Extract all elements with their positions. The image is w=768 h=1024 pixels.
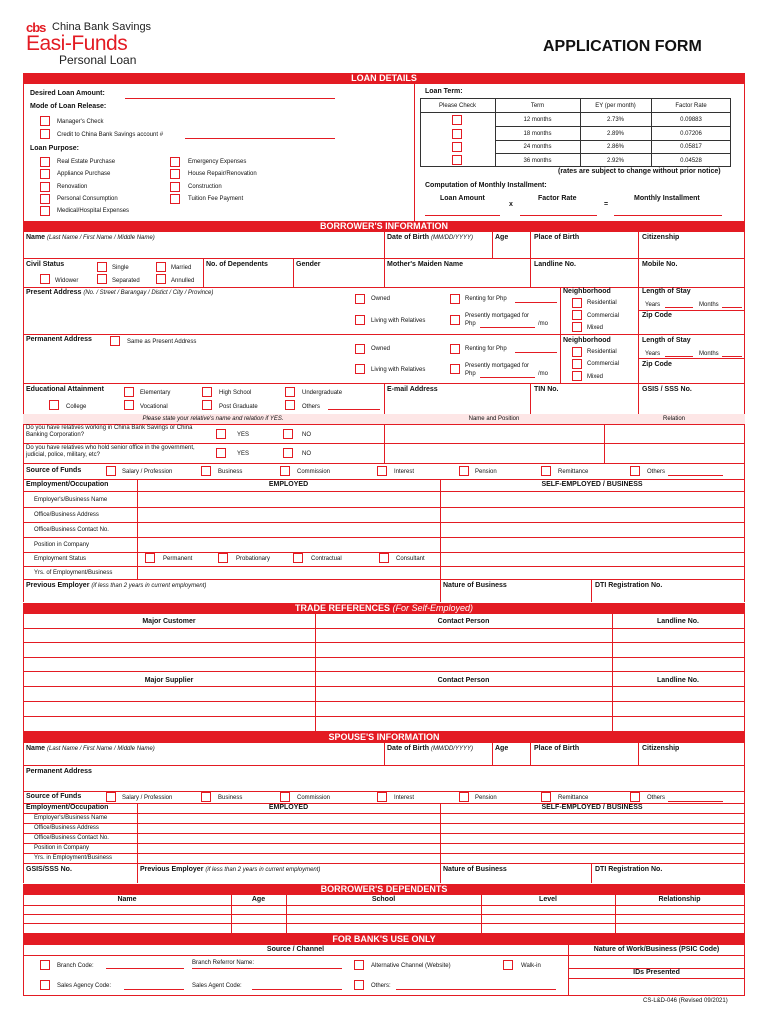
purpose-checkbox[interactable] <box>40 206 50 216</box>
length-stay-label: Length of Stay <box>642 337 691 344</box>
years-label: Years <box>645 351 661 357</box>
commercial-label: Commercial <box>587 313 620 319</box>
commercial-checkbox[interactable] <box>572 310 582 320</box>
present-owned-checkbox[interactable] <box>355 294 365 304</box>
spouse-source-checkbox[interactable] <box>377 792 387 802</box>
source-label: Commission <box>297 469 331 475</box>
sales-agency-checkbox[interactable] <box>40 980 50 990</box>
commercial-label: Commercial <box>587 361 620 367</box>
yes-label: YES <box>237 451 250 457</box>
source-checkbox[interactable] <box>459 466 469 476</box>
perm-owned-checkbox[interactable] <box>355 344 365 354</box>
landline-header: Landline No. <box>657 618 699 625</box>
single-label: Single <box>112 265 129 271</box>
self-employed-header: SELF-EMPLOYED / BUSINESS <box>541 481 643 488</box>
mixed-checkbox[interactable] <box>572 371 582 381</box>
permanent-address-label: Permanent Address <box>26 336 92 343</box>
present-relatives-checkbox[interactable] <box>355 315 365 325</box>
spouse-source-label: Source of Funds <box>26 793 82 800</box>
purpose-label: House Repair/Renovation <box>188 171 257 177</box>
walk-in-label: Walk-in <box>521 963 541 969</box>
spouse-pob-label: Place of Birth <box>534 745 580 752</box>
zip-label: Zip Code <box>642 312 672 319</box>
purpose-label: Tuition Fee Payment <box>188 196 244 202</box>
term-value: 36 months <box>523 158 552 164</box>
logo-subproduct: Personal Loan <box>59 53 137 67</box>
dependents-header: Age <box>251 896 266 903</box>
mixed-label: Mixed <box>587 374 604 380</box>
residential-checkbox[interactable] <box>572 298 582 308</box>
spouse-emp-row-label: Employer's/Business Name <box>34 815 108 821</box>
mortgaged-label: Presently mortgaged for <box>465 363 530 369</box>
form-title: APPLICATION FORM <box>543 38 702 55</box>
edu-others-label: Others <box>302 404 321 410</box>
spouse-self-employed-header: SELF-EMPLOYED / BUSINESS <box>541 804 643 811</box>
term-value: 24 months <box>523 144 552 150</box>
same-address-label: Same as Present Address <box>127 339 197 345</box>
term-ey: 2.89% <box>606 131 624 137</box>
gender-label: Gender <box>296 261 321 268</box>
logo-bank-name: China Bank Savings <box>52 21 152 33</box>
single-checkbox[interactable] <box>97 262 107 272</box>
emp-status-label: Contractual <box>311 556 342 562</box>
sales-agent-label: Sales Agent Code: <box>192 983 242 989</box>
source-label: Remittance <box>558 795 589 801</box>
spouse-source-checkbox[interactable] <box>630 792 640 802</box>
dti-label: DTI Registration No. <box>595 582 663 589</box>
residential-label: Residential <box>587 349 617 355</box>
term-factor: 0.05817 <box>680 144 702 150</box>
purpose-label: Personal Consumption <box>57 196 118 202</box>
postgrad-checkbox[interactable] <box>202 400 212 410</box>
residential-checkbox[interactable] <box>572 347 582 357</box>
relation-header: Relation <box>662 416 685 422</box>
spouse-employed-header: EMPLOYED <box>268 804 309 811</box>
term-checkbox[interactable] <box>452 142 462 152</box>
rel-q2: Do you have relatives who hold senior office in the government, judicial, police, military, etc? <box>26 445 195 458</box>
section-borrower: BORROWER'S INFORMATION <box>23 221 745 232</box>
prev-employer-label: Previous Employer (if less than 2 years in current employment) <box>26 582 207 589</box>
relatives-label: Living with Relatives <box>371 318 426 324</box>
mixed-label: Mixed <box>587 325 604 331</box>
emp-row-label: Yrs. of Employment/Business <box>34 570 113 576</box>
spouse-emp-row-label: Office/Business Contact No. <box>34 835 109 841</box>
comp-amount-label: Loan Amount <box>440 195 485 202</box>
sales-agency-label: Sales Agency Code: <box>57 983 112 989</box>
comp-factor-input[interactable] <box>520 215 597 216</box>
credit-account-input[interactable] <box>185 138 335 139</box>
term-header: Term <box>530 103 545 109</box>
emp-status-checkbox[interactable] <box>218 553 228 563</box>
source-checkbox[interactable] <box>106 466 116 476</box>
purpose-checkbox[interactable] <box>40 182 50 192</box>
gsis-label: GSIS / SSS No. <box>642 386 692 393</box>
emp-row-label: Employment Status <box>34 556 87 562</box>
contact-person-header: Contact Person <box>437 677 490 684</box>
elementary-label: Elementary <box>140 390 171 396</box>
managers-check-label: Manager's Check <box>57 119 104 125</box>
separated-checkbox[interactable] <box>97 274 107 284</box>
comp-monthly-label: Monthly Installment <box>634 195 700 202</box>
dependents-header: Level <box>539 896 557 903</box>
spouse-citizenship-label: Citizenship <box>642 745 680 752</box>
borrower-name-label: Name (Last Name / First Name / Middle Name) <box>26 234 155 241</box>
psic-header: Nature of Work/Business (PSIC Code) <box>593 946 720 953</box>
spouse-gsis-label: GSIS/SSS No. <box>26 866 72 873</box>
name-position-header: Name and Position <box>468 416 520 422</box>
purpose-checkbox[interactable] <box>170 157 180 167</box>
spouse-source-checkbox[interactable] <box>201 792 211 802</box>
section-bank-use: FOR BANK'S USE ONLY <box>23 934 745 945</box>
months-label: Months <box>699 302 719 308</box>
rel-q2-no-checkbox[interactable] <box>283 448 293 458</box>
present-mortgaged-checkbox[interactable] <box>450 315 460 325</box>
credit-account-label: Credit to China Bank Savings account # <box>57 132 164 138</box>
spouse-nature-label: Nature of Business <box>443 866 507 873</box>
term-ey: 2.86% <box>606 144 624 150</box>
married-checkbox[interactable] <box>156 262 166 272</box>
spouse-emp-row-label: Position in Company <box>34 845 90 851</box>
emp-status-checkbox[interactable] <box>145 553 155 563</box>
source-checkbox[interactable] <box>201 466 211 476</box>
section-loan-details: LOAN DETAILS <box>23 73 745 84</box>
alt-channel-label: Alternative Channel (Website) <box>371 963 451 969</box>
term-checkbox[interactable] <box>452 155 462 165</box>
desired-amount-label: Desired Loan Amount: <box>30 90 105 97</box>
comp-amount-input[interactable] <box>425 215 500 216</box>
source-label: Commission <box>297 795 331 801</box>
term-header: Factor Rate <box>675 103 707 109</box>
borrower-citizenship-label: Citizenship <box>642 234 680 241</box>
source-label: Pension <box>475 795 497 801</box>
emp-status-checkbox[interactable] <box>293 553 303 563</box>
source-label: Others <box>647 795 666 801</box>
logo <box>26 20 196 70</box>
source-channel-header: Source / Channel <box>266 946 325 953</box>
purpose-label: Construction <box>188 184 222 190</box>
desired-amount-input[interactable] <box>125 98 335 99</box>
source-checkbox[interactable] <box>280 466 290 476</box>
tin-label: TIN No. <box>534 386 559 393</box>
emp-status-label: Probationary <box>236 556 271 562</box>
emp-row-label: Position in Company <box>34 542 90 548</box>
present-renting-checkbox[interactable] <box>450 294 460 304</box>
term-header: Please Check <box>438 103 477 109</box>
zip-label: Zip Code <box>642 361 672 368</box>
renting-label: Renting for Php <box>465 296 507 302</box>
mixed-checkbox[interactable] <box>572 322 582 332</box>
dependents-header: Name <box>117 896 137 903</box>
months-label: Months <box>699 351 719 357</box>
spouse-permanent-label: Permanent Address <box>26 768 92 775</box>
nature-business-label: Nature of Business <box>443 582 507 589</box>
employed-header: EMPLOYED <box>268 481 309 488</box>
spouse-prev-employer-label: Previous Employer (if less than 2 years in current employment) <box>140 866 321 873</box>
perm-relatives-checkbox[interactable] <box>355 364 365 374</box>
rel-q2-yes-checkbox[interactable] <box>216 448 226 458</box>
owned-label: Owned <box>371 346 391 352</box>
term-ey: 2.92% <box>606 158 624 164</box>
source-funds-label: Source of Funds <box>26 467 82 474</box>
section-trade-refs: TRADE REFERENCES (For Self-Employed) <box>23 603 745 614</box>
borrower-dob-label: Date of Birth (MM/DD/YYYY) <box>387 234 473 241</box>
vocational-label: Vocational <box>140 404 168 410</box>
php-label: Php <box>465 321 476 327</box>
loan-term-label: Loan Term: <box>425 88 463 95</box>
alt-channel-checkbox[interactable] <box>354 960 364 970</box>
spouse-dob-label: Date of Birth (MM/DD/YYYY) <box>387 745 473 752</box>
length-stay-label: Length of Stay <box>642 288 691 295</box>
spouse-source-checkbox[interactable] <box>280 792 290 802</box>
branch-referror-label: Branch Referror Name: <box>192 960 255 966</box>
college-checkbox[interactable] <box>49 400 59 410</box>
edu-others-checkbox[interactable] <box>285 400 295 410</box>
landline-header: Landline No. <box>657 677 699 684</box>
owned-label: Owned <box>371 296 391 302</box>
vocational-checkbox[interactable] <box>124 400 134 410</box>
section-spouse: SPOUSE'S INFORMATION <box>23 732 745 743</box>
spouse-source-checkbox[interactable] <box>106 792 116 802</box>
separated-label: Separated <box>112 278 140 284</box>
php-label: Php <box>465 371 476 377</box>
landline-label: Landline No. <box>534 261 576 268</box>
bank-others-checkbox[interactable] <box>354 980 364 990</box>
no-label: NO <box>302 432 311 438</box>
mother-maiden-label: Mother's Maiden Name <box>387 261 463 268</box>
major-customer-header: Major Customer <box>142 618 196 625</box>
same-address-checkbox[interactable] <box>110 336 120 346</box>
rel-q1: Do you have relatives working in China Bank Savings or China Banking Corporation? <box>26 425 193 438</box>
logo-mark: cbs <box>26 20 46 35</box>
relatives-note: Please state your relative's name and relation if YES. <box>142 416 284 422</box>
education-label: Educational Attainment <box>26 386 104 393</box>
term-factor: 0.04528 <box>680 158 702 164</box>
loan-purpose-label: Loan Purpose: <box>30 145 80 152</box>
years-label: Years <box>645 302 661 308</box>
employment-label: Employment/Occupation <box>26 481 109 488</box>
section-dependents: BORROWER'S DEPENDENTS <box>23 884 745 895</box>
per-month-label: /mo <box>538 321 549 327</box>
term-header: EY (per month) <box>595 103 636 109</box>
spouse-dti-label: DTI Registration No. <box>595 866 663 873</box>
branch-code-checkbox[interactable] <box>40 960 50 970</box>
civil-status-label: Civil Status <box>26 261 65 268</box>
bank-others-label: Others: <box>371 983 391 989</box>
branch-code-label: Branch Code: <box>57 963 94 969</box>
purpose-checkbox[interactable] <box>170 182 180 192</box>
comp-monthly-input[interactable] <box>614 215 722 216</box>
highschool-label: High School <box>219 390 252 396</box>
no-label: NO <box>302 451 311 457</box>
source-label: Business <box>218 469 243 475</box>
source-checkbox[interactable] <box>630 466 640 476</box>
comp-x: x <box>509 201 513 208</box>
perm-renting-checkbox[interactable] <box>450 344 460 354</box>
source-label: Interest <box>394 469 415 475</box>
purpose-checkbox[interactable] <box>170 169 180 179</box>
contact-person-header: Contact Person <box>437 618 490 625</box>
term-checkbox[interactable] <box>452 115 462 125</box>
postgrad-label: Post Graduate <box>219 404 258 410</box>
undergraduate-label: Undergraduate <box>302 390 343 396</box>
neighborhood-label: Neighborhood <box>563 337 611 344</box>
purpose-label: Emergency Expenses <box>188 159 247 165</box>
dependents-header: School <box>371 896 396 903</box>
rates-note: (rates are subject to change without prior notice) <box>558 168 721 175</box>
present-address-label: Present Address (No. / Street / Barangay / Distict / City / Province) <box>26 289 214 296</box>
spouse-source-checkbox[interactable] <box>459 792 469 802</box>
purpose-checkbox[interactable] <box>170 194 180 204</box>
neighborhood-label: Neighborhood <box>563 288 611 295</box>
spouse-name-label: Name (Last Name / First Name / Middle Name) <box>26 745 155 752</box>
term-ey: 2.73% <box>606 117 624 123</box>
source-label: Interest <box>394 795 415 801</box>
purpose-label: Real Estate Purchase <box>57 159 116 165</box>
dependents-header: Relationship <box>658 896 701 903</box>
emp-row-label: Employer's/Business Name <box>34 497 108 503</box>
married-label: Married <box>171 265 192 271</box>
comp-eq: = <box>604 201 609 208</box>
perm-mortgaged-checkbox[interactable] <box>450 364 460 374</box>
rel-q1-no-checkbox[interactable] <box>283 429 293 439</box>
term-value: 18 months <box>523 131 552 137</box>
mortgaged-label: Presently mortgaged for <box>465 313 530 319</box>
spouse-age-label: Age <box>495 745 509 752</box>
purpose-checkbox[interactable] <box>40 169 50 179</box>
ids-presented-header: IDs Presented <box>633 969 680 976</box>
logo-product: Easi-Funds <box>26 32 128 55</box>
commercial-checkbox[interactable] <box>572 359 582 369</box>
emp-status-label: Permanent <box>163 556 193 562</box>
email-label: E-mail Address <box>387 386 438 393</box>
per-month-label: /mo <box>538 371 549 377</box>
computation-label: Computation of Monthly Installment: <box>425 182 547 189</box>
purpose-label: Appliance Purchase <box>57 171 111 177</box>
yes-label: YES <box>237 432 250 438</box>
widower-label: Widower <box>55 278 79 284</box>
elementary-checkbox[interactable] <box>124 387 134 397</box>
purpose-label: Medical/Hospital Expenses <box>57 208 130 214</box>
purpose-checkbox[interactable] <box>40 194 50 204</box>
term-value: 12 months <box>523 117 552 123</box>
credit-account-checkbox[interactable] <box>40 129 50 139</box>
spouse-employment-label: Employment/Occupation <box>26 804 109 811</box>
emp-row-label: Office/Business Address <box>34 512 99 518</box>
highschool-checkbox[interactable] <box>202 387 212 397</box>
mode-release-label: Mode of Loan Release: <box>30 103 107 110</box>
rel-q1-yes-checkbox[interactable] <box>216 429 226 439</box>
term-factor: 0.07206 <box>680 131 702 137</box>
source-label: Business <box>218 795 243 801</box>
spouse-emp-row-label: Yrs. in Employment/Business <box>34 855 113 861</box>
form-code: CS-L&D-046 (Revised 09/2021) <box>643 998 728 1004</box>
dependents-count-label: No. of Dependents <box>206 261 268 268</box>
comp-factor-label: Factor Rate <box>538 195 577 202</box>
widower-checkbox[interactable] <box>40 274 50 284</box>
source-label: Salary / Profession <box>122 469 173 475</box>
renting-label: Renting for Php <box>465 346 507 352</box>
borrower-pob-label: Place of Birth <box>534 234 580 241</box>
managers-check-checkbox[interactable] <box>40 116 50 126</box>
source-checkbox[interactable] <box>541 466 551 476</box>
emp-row-label: Office/Business Contact No. <box>34 527 109 533</box>
source-checkbox[interactable] <box>377 466 387 476</box>
purpose-checkbox[interactable] <box>40 157 50 167</box>
undergraduate-checkbox[interactable] <box>285 387 295 397</box>
source-label: Salary / Profession <box>122 795 173 801</box>
spouse-source-checkbox[interactable] <box>541 792 551 802</box>
source-label: Others <box>647 469 666 475</box>
borrower-age-label: Age <box>495 234 509 241</box>
emp-status-label: Consultant <box>396 556 425 562</box>
term-checkbox[interactable] <box>452 129 462 139</box>
purpose-label: Renovation <box>57 184 88 190</box>
walk-in-checkbox[interactable] <box>503 960 513 970</box>
annulled-label: Annulled <box>171 278 195 284</box>
term-factor: 0.09883 <box>680 117 702 123</box>
source-label: Remittance <box>558 469 589 475</box>
residential-label: Residential <box>587 300 617 306</box>
major-supplier-header: Major Supplier <box>144 677 194 684</box>
relatives-label: Living with Relatives <box>371 367 426 373</box>
college-label: College <box>66 404 87 410</box>
annulled-checkbox[interactable] <box>156 274 166 284</box>
spouse-emp-row-label: Office/Business Address <box>34 825 99 831</box>
emp-status-checkbox[interactable] <box>379 553 389 563</box>
source-label: Pension <box>475 469 497 475</box>
mobile-label: Mobile No. <box>642 261 678 268</box>
